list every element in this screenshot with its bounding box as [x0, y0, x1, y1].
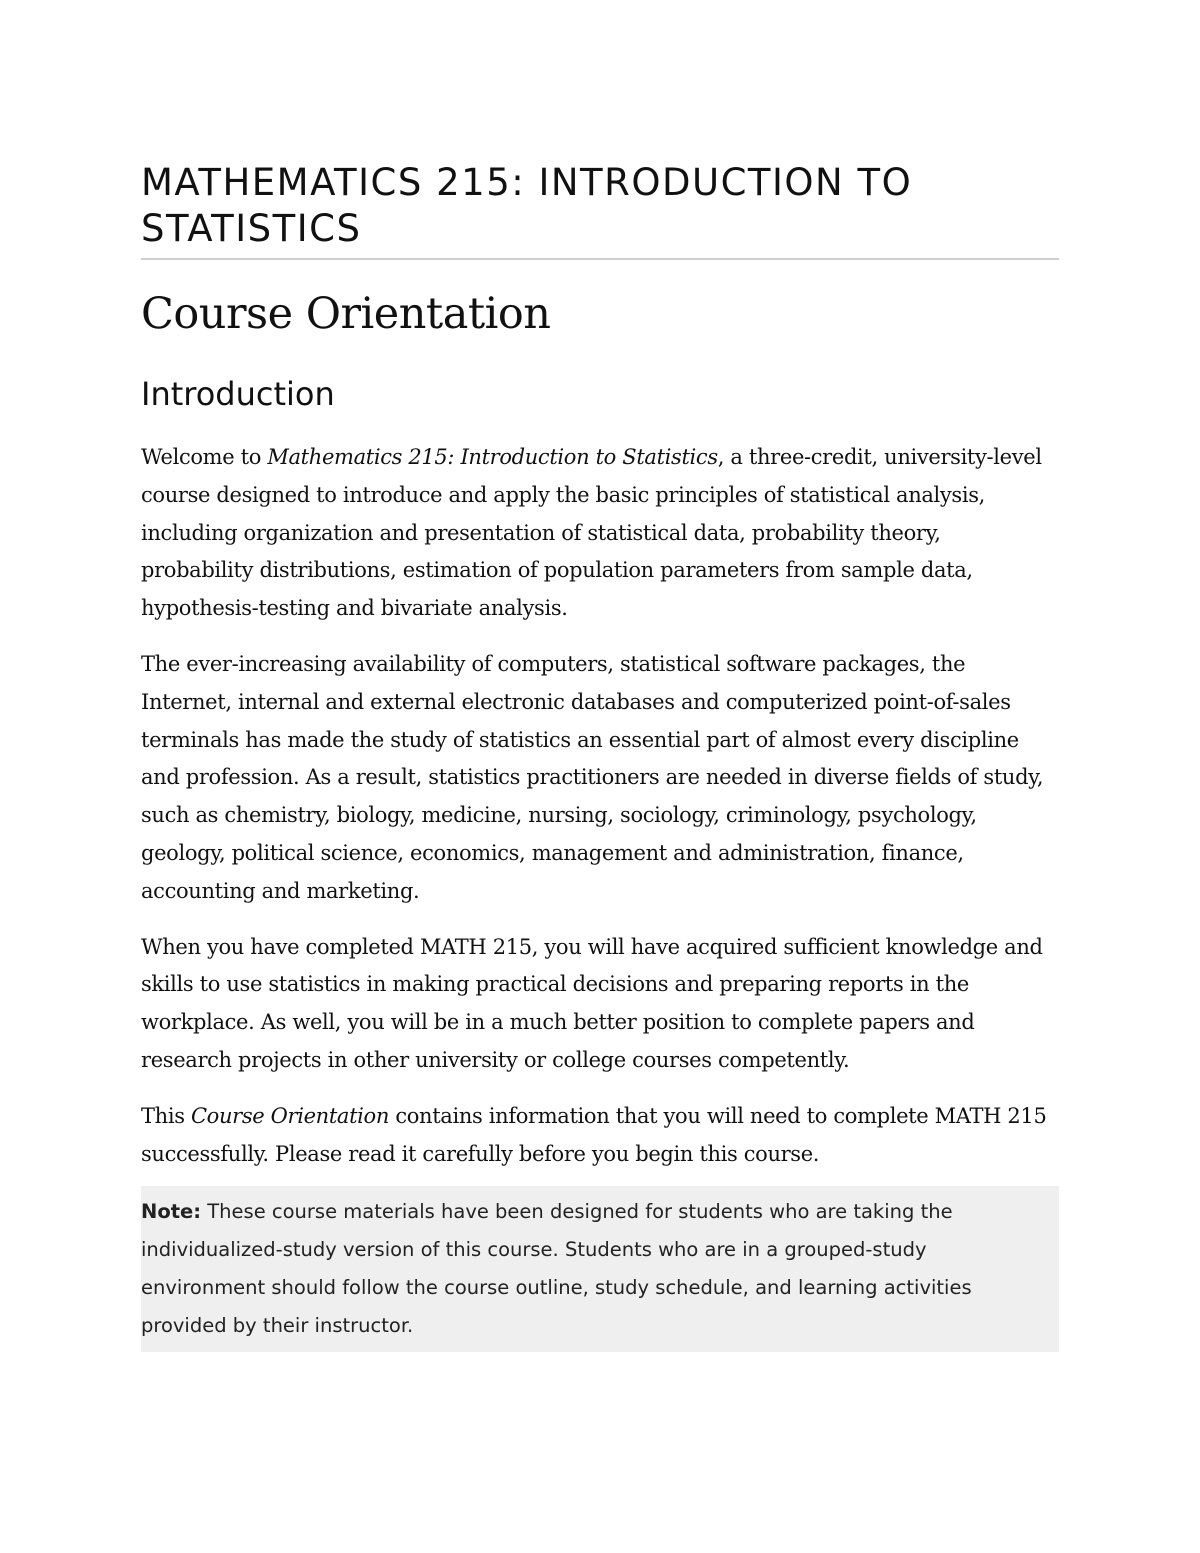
- intro-paragraph-3: When you have completed MATH 215, you will have acquired sufficient knowledge and skills to use statistics in making practical decisions and preparing reports in the workplace. As well, you will be in a much better position to complete papers and research projects in other university or college courses competently.: [141, 934, 1043, 1072]
- document-title: MATHEMATICS 215: INTRODUCTION TO STATISTICS: [141, 160, 1059, 260]
- course-name-italic: Mathematics 215: Introduction to Statistics: [267, 445, 718, 469]
- paragraph-text: This: [141, 1103, 191, 1128]
- orientation-italic: Course Orientation: [190, 1103, 390, 1128]
- subsection-title: Introduction: [141, 375, 335, 413]
- intro-paragraph-4: [141, 1098, 1059, 1174]
- note-box: [141, 1186, 1059, 1352]
- intro-paragraph-2: The ever-increasing availability of computers, statistical software packages, the Internet, internal and external electronic databases and computerized point-of-sales terminals has made the study of statistics an essential part of almost every discipline and profession. As a result, statistics practitioners are needed in diverse fields of study, such as chemistry, biology, medicine, nursing, sociology, criminology, psychology, geology, political science, economics, management and administration, finance, accounting and marketing.: [141, 651, 1044, 903]
- intro-paragraph-1: [141, 439, 1059, 628]
- paragraph-text: , a three-credit, university-level course designed to introduce and apply the basic principles of statistical analysis, including organization and presentation of statistical data, probability theory, probability distributions, estimation of population parameters from sample data, hypothesis-testing and bivariate analysis.: [141, 445, 1042, 621]
- paragraph-text: Welcome to: [141, 445, 268, 469]
- section-title: Course Orientation: [141, 289, 551, 339]
- paragraph-text: contains information that you will need to complete MATH 215 successfully. Please read it carefully before you begin this course.: [141, 1103, 1047, 1166]
- document-page: [141, 160, 1059, 1352]
- note-text: These course materials have been designed for students who are taking the individualized-study version of this course. Students who are in a grouped-study environment should follow the course outline, study schedule, and learning activities provided by their instructor.: [141, 1200, 972, 1338]
- note-label: Note:: [141, 1200, 202, 1224]
